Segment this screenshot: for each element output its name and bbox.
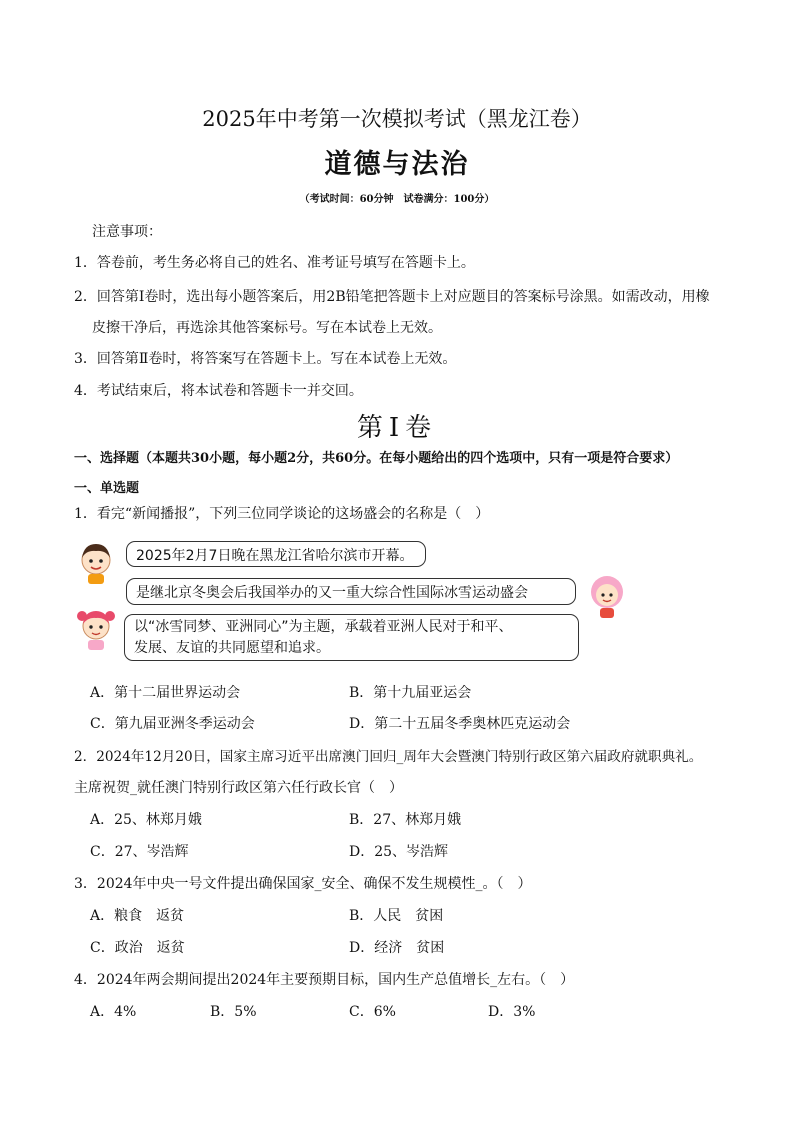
question-3-stem: 3．2024年中央一号文件提出确保国家_安全、确保不发生规模性_。（ ） <box>74 876 532 892</box>
speech-bubble-text: 是继北京冬奥会后我国举办的又一重大综合性国际冰雪运动盛会 <box>136 585 528 601</box>
notice-item: 4．考试结束后，将本试卷和答题卡一并交回。 <box>74 383 363 399</box>
notice-item: 3．回答第Ⅱ卷时，将答案写在答题卡上。写在本试卷上无效。 <box>74 351 457 367</box>
question-2-stem-cont: 主席祝贺_就任澳门特别行政区第六任行政长官（ ） <box>74 780 403 796</box>
speech-bubble-text: 以“冰雪同梦、亚洲同心”为主题，承载着亚洲人民对于和平、 <box>134 619 513 635</box>
girl-pigtails-avatar-icon <box>76 604 116 652</box>
notice-item: 皮擦干净后，再选涂其他答案标号。写在本试卷上无效。 <box>92 320 442 336</box>
question-1-stem: 1．看完“新闻播报”，下列三位同学谈论的这场盛会的名称是（ ） <box>74 506 490 522</box>
question-1-option-b: B．第十九届亚运会 <box>349 685 472 701</box>
speech-bubble-3 <box>124 614 579 661</box>
question-2-option-b: B．27、林郑月娥 <box>349 812 462 828</box>
question-3-option-b: B．人民 贫困 <box>349 908 444 924</box>
part-subheading: 一、单选题 <box>74 481 140 496</box>
exam-meta: （考试时间：60分钟 试卷满分：100分） <box>299 194 495 205</box>
speech-bubble-text: 发展、友谊的共同愿望和追求。 <box>134 640 330 656</box>
question-2-option-a: A．25、林郑月娥 <box>90 812 202 828</box>
exam-title: 2025年中考第一次模拟考试（黑龙江卷） <box>202 107 592 131</box>
question-1-option-a: A．第十二届世界运动会 <box>90 685 241 701</box>
speech-bubble-2 <box>126 578 576 605</box>
speech-bubble-text: 2025年2月7日晚在黑龙江省哈尔滨市开幕。 <box>136 548 414 564</box>
question-2-option-d: D．25、岑浩辉 <box>349 844 449 860</box>
part-heading: 一、选择题（本题共30小题，每小题2分，共60分。在每小题给出的四个选项中，只有一项是符合要求） <box>74 451 679 466</box>
speech-bubble-1 <box>126 541 426 567</box>
question-4-stem: 4．2024年两会期间提出2024年主要预期目标，国内生产总值增长_左右。（ ） <box>74 972 575 988</box>
section-title: 第Ⅰ卷 <box>356 413 438 443</box>
question-4-option-a: A．4% <box>90 1004 137 1020</box>
question-3-option-c: C．政治 返贫 <box>90 940 185 956</box>
question-3-option-d: D．经济 贫困 <box>349 940 445 956</box>
question-2-stem: 2．2024年12月20日，国家主席习近平出席澳门回归_周年大会暨澳门特别行政区第六届政府就职典礼。 <box>74 749 703 765</box>
notice-heading: 注意事项： <box>92 224 162 240</box>
girl-avatar-icon <box>586 572 628 620</box>
subject-title: 道德与法治 <box>324 149 470 180</box>
question-1-option-c: C．第九届亚洲冬季运动会 <box>90 716 255 732</box>
boy-avatar-icon <box>76 538 116 586</box>
question-4-option-d: D．3% <box>488 1004 536 1020</box>
question-3-option-a: A．粮食 返贫 <box>90 908 185 924</box>
notice-item: 1．答卷前，考生务必将自己的姓名、准考证号填写在答题卡上。 <box>74 255 475 271</box>
question-4-option-c: C．6% <box>349 1004 396 1020</box>
question-4-option-b: B．5% <box>210 1004 257 1020</box>
question-2-option-c: C．27、岑浩辉 <box>90 844 189 860</box>
notice-item: 2．回答第Ⅰ卷时，选出每小题答案后，用2B铅笔把答题卡上对应题目的答案标号涂黑。如需改动，用橡 <box>74 289 710 305</box>
question-1-option-d: D．第二十五届冬季奥林匹克运动会 <box>349 716 571 732</box>
